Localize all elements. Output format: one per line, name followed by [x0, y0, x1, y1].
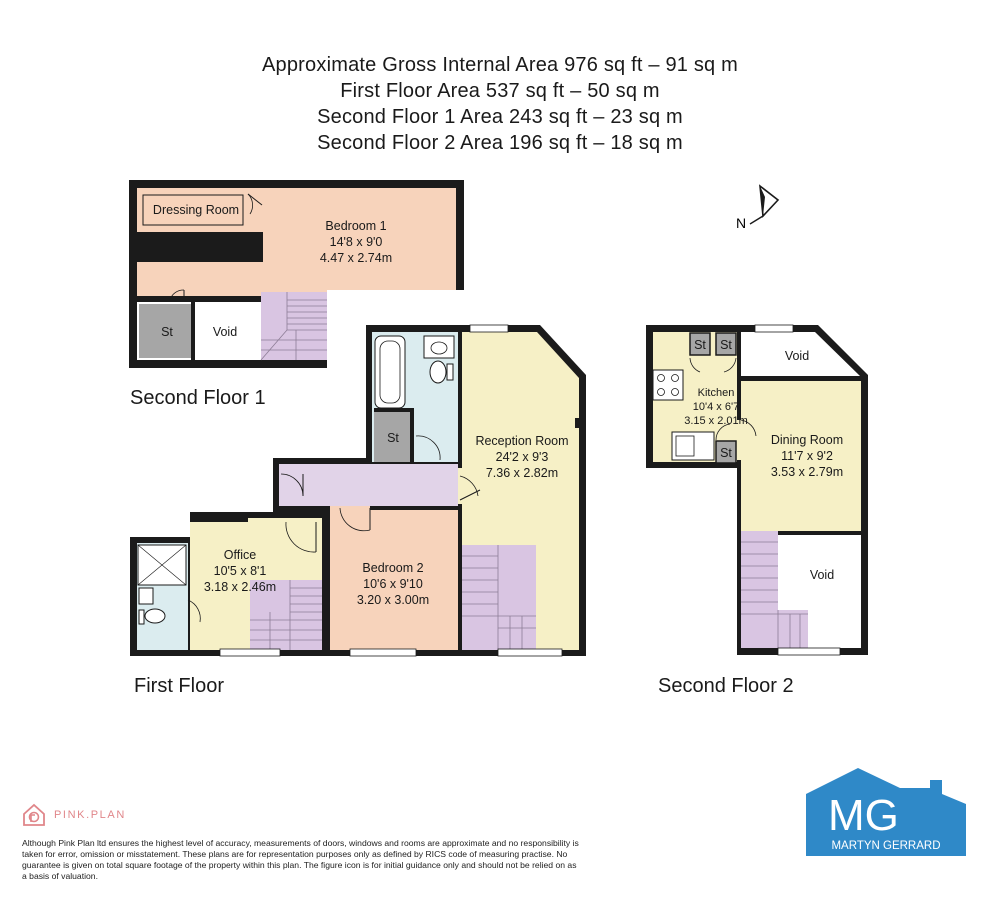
dining-name: Dining Room: [770, 433, 844, 447]
void-label: Void: [809, 568, 835, 582]
pinkplan-house-icon: [22, 803, 46, 827]
mg-initials: MG: [828, 791, 899, 840]
floor-label-second-floor-2: Second Floor 2: [658, 675, 794, 697]
bedroom-1-metric: 4.47 x 2.74m: [319, 251, 393, 265]
bedroom-2-name: Bedroom 2: [362, 561, 424, 575]
second-floor-1-area-line: Second Floor 1 Area 243 sq ft – 23 sq m: [317, 106, 683, 128]
bedroom-1-imperial: 14'8 x 9'0: [329, 235, 383, 249]
office-metric: 3.18 x 2.46m: [203, 580, 277, 594]
kitchen-metric: 3.15 x 2.01m: [684, 415, 748, 427]
office-name: Office: [223, 548, 257, 562]
store-label: St: [161, 325, 173, 339]
dressing-room-label: Dressing Room: [152, 203, 240, 217]
store-label: St: [387, 431, 399, 445]
dining-metric: 3.53 x 2.79m: [770, 465, 844, 479]
pinkplan-label: PINK.PLAN: [54, 809, 126, 821]
office-imperial: 10'5 x 8'1: [213, 564, 267, 578]
compass-north-arrow-icon: [750, 186, 778, 224]
martyn-gerrard-logo: [802, 766, 968, 858]
void-label: Void: [212, 325, 238, 339]
bedroom-2-metric: 3.20 x 3.00m: [356, 593, 430, 607]
void-label: Void: [784, 349, 810, 363]
floor-label-second-floor-1: Second Floor 1: [130, 387, 266, 409]
gross-area-line: Approximate Gross Internal Area 976 sq ft – 91 sq m: [262, 54, 738, 76]
bedroom-1-name: Bedroom 1: [325, 219, 387, 233]
kitchen-imperial: 10'4 x 6'7: [692, 401, 740, 413]
pinkplan-brand: [22, 803, 126, 827]
bedroom-2-imperial: 10'6 x 9'10: [363, 577, 423, 591]
reception-imperial: 24'2 x 9'3: [495, 450, 549, 464]
second-floor-2-area-line: Second Floor 2 Area 196 sq ft – 18 sq m: [317, 132, 683, 154]
dining-imperial: 11'7 x 9'2: [781, 449, 833, 463]
reception-metric: 7.36 x 2.82m: [485, 466, 559, 480]
stairs-ff-reception: [462, 545, 536, 650]
mg-name: MARTYN GERRARD: [831, 840, 941, 852]
store-label: St: [694, 338, 706, 352]
stairs-sf2: [741, 531, 778, 648]
second-floor-2-plan: [646, 325, 868, 655]
reception-name: Reception Room: [475, 434, 569, 448]
compass-n-label: N: [736, 215, 747, 231]
store-label: St: [720, 446, 732, 460]
disclaimer-text: Although Pink Plan ltd ensures the highest level of accuracy, measurements of doors, windows and rooms are approximate and no responsibility is taken for error, omission or misstatement. These plans are for representation purposes only as defined by RICS code of measuring practise. No guarantee is given on total square footage of the property within this plan. The figure icon is for initial guidance only and should not be relied on as a basis of valuation.: [22, 838, 579, 881]
first-floor-area-line: First Floor Area 537 sq ft – 50 sq m: [340, 80, 660, 102]
kitchen-name: Kitchen: [697, 387, 735, 399]
store-label: St: [720, 338, 732, 352]
floor-label-first-floor: First Floor: [134, 675, 224, 697]
landing-fill: [279, 464, 459, 506]
